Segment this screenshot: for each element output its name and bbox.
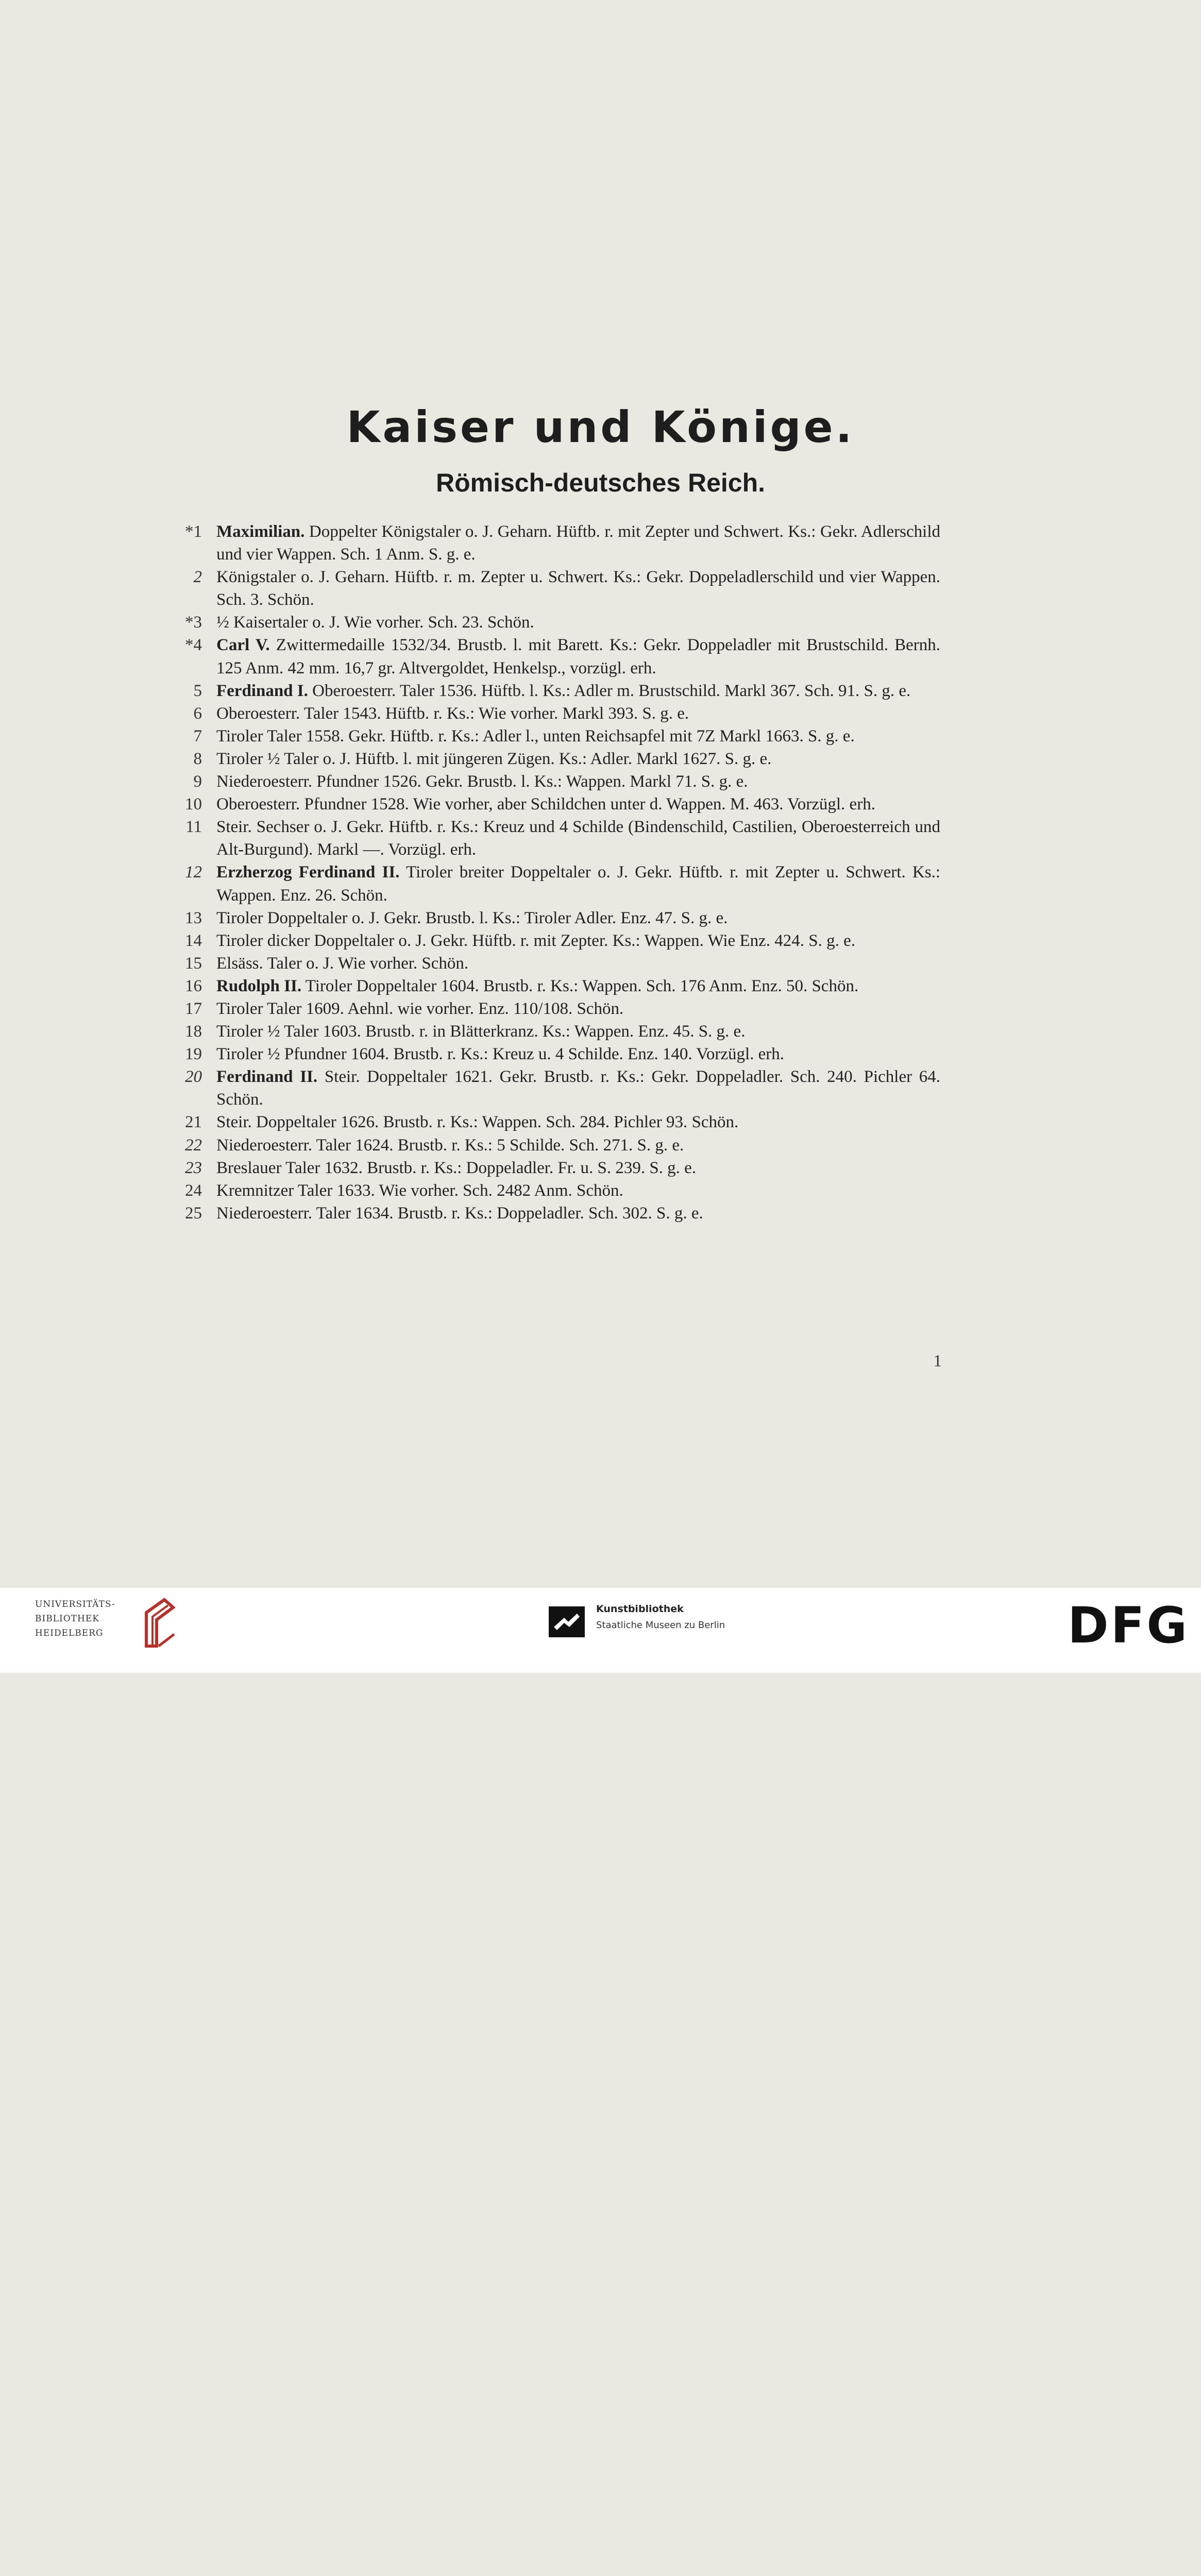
catalog-entry [0,770,1201,793]
entry-text: ½ Kaisertaler o. J. Wie vorher. Sch. 23. Schön. [216,613,534,632]
entry-description [216,952,940,975]
eagle-emblem-icon [549,1606,585,1637]
entry-number: 14 [185,931,202,950]
catalog-entry [0,634,1201,679]
entry-text: Tiroler breiter Doppeltaler o. J. Gekr. Hüftb. r. mit Zepter u. Schwert. Ks.: Wappen. Enz. 26. Schön. [216,863,940,905]
entry-number: 25 [185,1204,202,1223]
entry-number: 13 [185,908,202,927]
entry-number: 18 [185,1022,202,1041]
page-title: Kaiser und Könige. [346,402,855,452]
catalog-entry [0,702,1201,725]
catalog-entry [0,861,1201,906]
entry-text: Tiroler Taler 1609. Aehnl. wie vorher. Enz. 110/108. Schön. [216,999,624,1018]
entry-description [216,1020,940,1043]
catalog-entry [0,1134,1201,1157]
heidelberg-university-library-logo[interactable] [35,1597,148,1654]
entry-text: Zwittermedaille 1532/34. Brustb. l. mit Barett. Ks.: Gekr. Doppeladler mit Brustschild. Bernh. 125 Anm. 42 mm. 16,7 gr. Altvergoldet, Henkelsp., vorzügl. erh. [216,636,940,677]
entry-number: 23 [185,1158,202,1177]
entry-description [216,566,940,611]
entry-text: Kremnitzer Taler 1633. Wie vorher. Sch. 2482 Anm. Schön. [216,1181,623,1200]
entry-description [216,1202,940,1225]
entry-text: Oberoesterr. Pfundner 1528. Wie vorher, aber Schildchen unter d. Wappen. M. 463. Vorzügl. erh. [216,795,875,814]
catalog-entry [0,1179,1201,1202]
entry-text: Oberoesterr. Taler 1543. Hüftb. r. Ks.: Wie vorher. Markl 393. S. g. e. [216,704,689,723]
catalog-entry [0,748,1201,770]
entry-description [216,975,940,997]
catalog-entry [0,680,1201,702]
entry-number: 8 [193,749,202,768]
entry-text: Elsäss. Taler o. J. Wie vorher. Schön. [216,954,469,973]
entry-text: Oberoesterr. Taler 1536. Hüftb. l. Ks.: Adler m. Brustschild. Markl 367. Sch. 91. S. g. e. [308,681,911,700]
catalog-entry [0,566,1201,611]
catalog-entry [0,816,1201,861]
dfg-logo-text: DFG [1068,1597,1190,1654]
entry-text: Tiroler ½ Taler o. J. Hüftb. l. mit jüngeren Zügen. Ks.: Adler. Markl 1627. S. g. e. [216,749,772,768]
entry-description [216,861,940,906]
entry-description [216,1111,940,1133]
entry-number: 9 [193,772,202,791]
entry-text: Tiroler Doppeltaler 1604. Brustb. r. Ks.: Wappen. Sch. 176 Anm. Enz. 50. Schön. [301,976,859,995]
catalog-entry [0,1043,1201,1065]
entry-number: 2 [193,568,202,587]
entry-description [216,1043,940,1065]
entry-description [216,1157,940,1179]
entry-text: Tiroler Taler 1558. Gekr. Hüftb. r. Ks.: Adler l., unten Reichsapfel mit 7Z Markl 1663. S. g. e. [216,726,855,745]
ruler-name: Ferdinand I. [216,681,308,700]
catalog-entry [0,1020,1201,1043]
entry-number: 20 [185,1067,202,1087]
book-emblem-icon [141,1597,177,1649]
entry-number: 21 [185,1113,202,1132]
kunstbibliothek-title: Kunstbibliothek [596,1603,684,1615]
entry-text: Königstaler o. J. Geharn. Hüftb. r. m. Zepter u. Schwert. Ks.: Gekr. Doppeladlerschild und vier Wappen. Sch. 3. Schön. [216,568,940,609]
entry-description [216,725,940,748]
catalog-entry [0,952,1201,975]
entry-text: Doppelter Königstaler o. J. Geharn. Hüftb. r. mit Zepter und Schwert. Ks.: Gekr. Adlerschild und vier Wappen. Sch. 1 Anm. S. g. e. [216,522,940,564]
kunstbibliothek-logo[interactable] [549,1602,765,1643]
catalog-entry [0,793,1201,816]
entry-number: 5 [193,681,202,700]
entry-text: Niederoesterr. Taler 1634. Brustb. r. Ks.: Doppeladler. Sch. 302. S. g. e. [216,1204,703,1223]
entry-number: 10 [185,795,202,814]
entry-number: 11 [185,818,202,837]
entry-text: Tiroler dicker Doppeltaler o. J. Gekr. Hüftb. r. mit Zepter. Ks.: Wappen. Wie Enz. 424. S. g. e. [216,931,856,950]
catalog-entry [0,1202,1201,1225]
entry-number: 17 [185,999,202,1018]
section-title: Römisch-deutsches Reich. [435,468,766,497]
catalog-entry [0,1157,1201,1179]
catalog-entry [0,725,1201,748]
entry-number: 12 [185,863,202,882]
uni-logo-line: UNIVERSITÄTS- [35,1599,115,1609]
entry-text: Breslauer Taler 1632. Brustb. r. Ks.: Doppeladler. Fr. u. S. 239. S. g. e. [216,1158,697,1177]
entry-text: Tiroler ½ Pfundner 1604. Brustb. r. Ks.: Kreuz u. 4 Schilde. Enz. 140. Vorzügl. erh. [216,1045,785,1064]
entry-description [216,634,940,679]
entry-number: 15 [185,954,202,973]
entry-text: Steir. Doppeltaler 1621. Gekr. Brustb. r. Ks.: Gekr. Doppeladler. Sch. 240. Pichler 64. Schön. [216,1067,941,1109]
kunstbibliothek-subtitle: Staatliche Museen zu Berlin [596,1620,725,1631]
catalog-entry [0,1111,1201,1133]
entry-description [216,793,940,816]
entry-description [216,520,940,566]
entry-description [216,1179,940,1202]
entry-description [216,770,940,793]
entry-description [216,929,940,952]
entry-description [216,816,940,861]
catalog-entry [0,907,1201,929]
ruler-name: Erzherzog Ferdinand II. [216,863,400,882]
entry-description [216,680,940,702]
entry-description [216,748,940,770]
uni-logo-line: HEIDELBERG [35,1628,104,1638]
dfg-logo[interactable] [1068,1597,1190,1654]
entry-number: 19 [185,1045,202,1064]
entry-number: *4 [185,636,202,655]
entry-description [216,997,940,1020]
entry-text: Steir. Sechser o. J. Gekr. Hüftb. r. Ks.: Kreuz und 4 Schilde (Bindenschild, Castilien, Oberoesterreich und Alt-Burgund). Markl —. Vorzügl. erh. [216,818,940,859]
catalog-entry [0,1065,1201,1111]
ruler-name: Maximilian. [216,522,305,541]
ruler-name: Carl V. [216,636,270,655]
entry-text: Niederoesterr. Pfundner 1526. Gekr. Brustb. l. Ks.: Wappen. Markl 71. S. g. e. [216,772,748,791]
catalog-entry [0,997,1201,1020]
entry-number: 7 [193,726,202,745]
entry-text: Niederoesterr. Taler 1624. Brustb. r. Ks.: 5 Schilde. Sch. 271. S. g. e. [216,1136,684,1155]
catalog-entries [0,520,1201,1225]
catalog-entry [0,975,1201,997]
entry-description [216,702,940,725]
ruler-name: Rudolph II. [216,976,302,995]
entry-number: 16 [185,976,202,995]
uni-logo-line: BIBLIOTHEK [35,1614,99,1624]
catalog-entry [0,611,1201,634]
ruler-name: Ferdinand II. [216,1067,318,1087]
catalog-entry [0,520,1201,566]
entry-text: Tiroler ½ Taler 1603. Brustb. r. in Blätterkranz. Ks.: Wappen. Enz. 45. S. g. e. [216,1022,746,1041]
entry-number: *1 [185,522,202,541]
catalog-entry [0,929,1201,952]
entry-description [216,611,940,634]
entry-number: 6 [193,704,202,723]
page-number: 1 [933,1352,942,1370]
entry-description [216,1065,940,1111]
entry-text: Steir. Doppeltaler 1626. Brustb. r. Ks.: Wappen. Sch. 284. Pichler 93. Schön. [216,1113,739,1132]
entry-number: 24 [185,1181,202,1200]
entry-description [216,1134,940,1157]
entry-text: Tiroler Doppeltaler o. J. Gekr. Brustb. l. Ks.: Tiroler Adler. Enz. 47. S. g. e. [216,908,728,927]
entry-number: 22 [185,1136,202,1155]
footer-bar [0,1588,1201,1673]
entry-description [216,907,940,929]
entry-number: *3 [185,613,202,632]
